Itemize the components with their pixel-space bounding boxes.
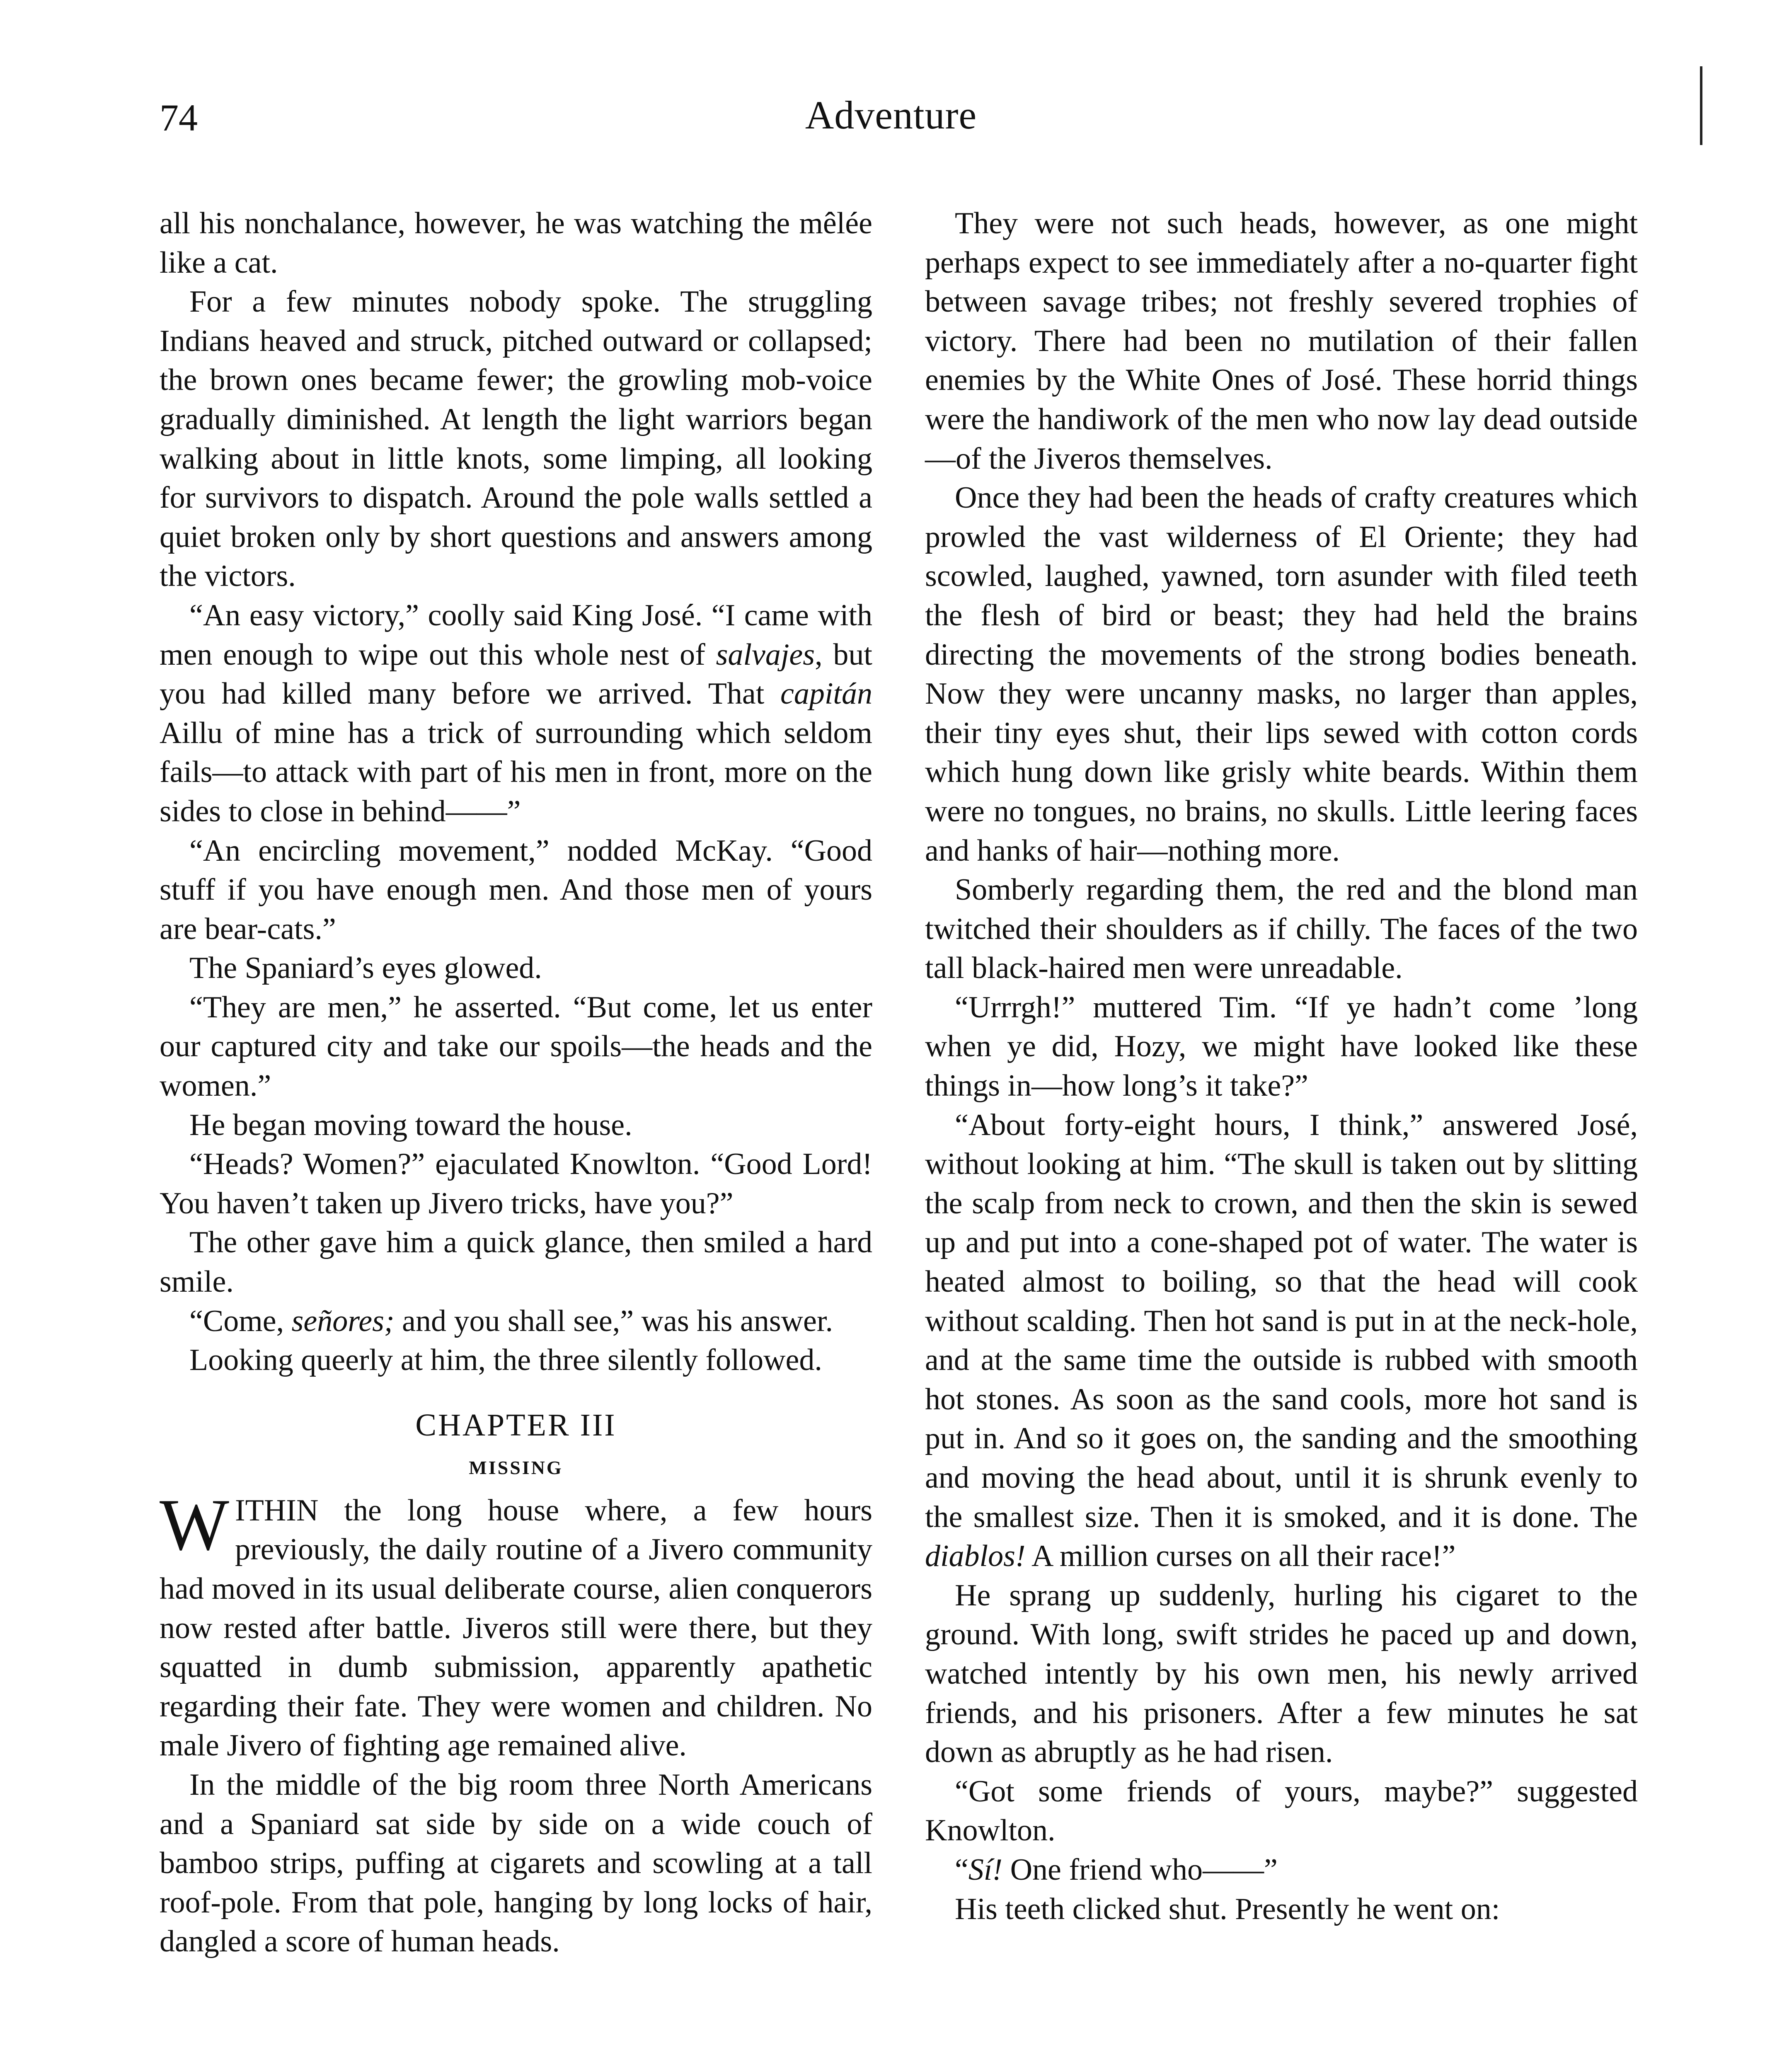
paragraph: In the middle of the big room three North Americans and a Spaniard sat side by side on a wide couch of bamboo strips, puffing at cigarets and scowling at a tall roof-pole. From that pole, hanging by long locks of hair, dangled a score of human heads.	[160, 1767, 872, 1959]
paragraph: The other gave him a quick glance, then smiled a hard smile.	[160, 1225, 872, 1299]
paragraph: Once they had been the heads of crafty creatures which prowled the vast wilderness of El Oriente; they had scowled, laughed, yawned, torn asunder with filed teeth the flesh of bird or beast; they had held the brains directing the movements of the strong bodies beneath. Now they were uncanny masks, no larger than apples, their tiny eyes shut, their lips sewed with cotton cords which hung down like grisly white beards. Within them were no tongues, no brains, no skulls. Little leering faces and hanks of hair—nothing more.	[925, 481, 1638, 868]
paragraph: “Urrrgh!” muttered Tim. “If ye hadn’t come ’long when ye did, Hozy, we might have looked like these things in—how long’s it take?”	[925, 990, 1638, 1103]
paragraph: all his nonchalance, however, he was watching the mêlée like a cat.	[160, 206, 872, 280]
text-run: “	[955, 1852, 968, 1887]
running-head: Adventure	[805, 93, 977, 137]
paragraph: Looking queerly at him, the three silently followed.	[189, 1343, 822, 1377]
drop-cap: W	[160, 1483, 230, 1566]
paragraph	[925, 1850, 1638, 1890]
italic-text: diablos!	[925, 1539, 1026, 1573]
paragraph	[160, 1483, 872, 1765]
paragraph: His teeth clicked shut. Presently he went on:	[955, 1892, 1500, 1926]
italic-text: Sí!	[968, 1852, 1003, 1887]
paragraph: “Heads? Women?” ejaculated Knowlton. “Good Lord! You haven’t taken up Jivero tricks, have you?”	[160, 1147, 872, 1220]
text-run: and you shall see,” was his answer.	[394, 1304, 833, 1338]
paragraph	[160, 596, 872, 831]
chapter-subtitle: MISSING	[469, 1457, 563, 1478]
chapter-title: CHAPTER III	[415, 1407, 617, 1443]
paragraph: “An encircling movement,” nodded McKay. “Good stuff if you have enough men. And those men of yours are bear-cats.”	[160, 833, 872, 946]
italic-text: señores;	[291, 1304, 395, 1338]
paragraph: The Spaniard’s eyes glowed.	[189, 951, 542, 985]
text-run: “An easy victory,” coolly said King José. “I came with men enough to wipe out this whole nest of	[160, 598, 872, 672]
right-column	[925, 204, 1638, 1929]
paragraph	[925, 1106, 1638, 1576]
paragraph: He sprang up suddenly, hurling his cigaret to the ground. With long, swift strides he paced up and down, watched intently by his own men, his newly arrived friends, and his prisoners. After a few minutes he sat down as abruptly as he had risen.	[925, 1578, 1638, 1769]
text-run: ITHIN the long house where, a few hours previously, the daily routine of a Jivero community had moved in its usual deliberate course, alien conquerors now rested after battle. Jiveros still were there, but they squatted in dumb submission, apparently apathetic regarding their fate. They were women and children. No male Jivero of fighting age remained alive.	[160, 1493, 872, 1763]
paragraph: They were not such heads, however, as one might perhaps expect to see immediately after a no-quarter fight between savage tribes; not freshly severed trophies of victory. There had been no mutilation of their fallen enemies by the White Ones of José. These horrid things were the handiwork of the men who now lay dead outside—of the Jiveros themselves.	[925, 206, 1638, 476]
paragraph: “They are men,” he asserted. “But come, let us enter our captured city and take our spoils—the heads and the women.”	[160, 990, 872, 1103]
text-run: Aillu of mine has a trick of surrounding which seldom fails—to attack with part of his men in front, more on the sides to close in behind——”	[160, 716, 872, 828]
text-run: One friend who——”	[1002, 1852, 1278, 1887]
page-edge-mark	[1700, 66, 1702, 145]
paragraph: Somberly regarding them, the red and the blond man twitched their shoulders as if chilly. The faces of the two tall black-haired men were unreadable.	[925, 873, 1638, 985]
text-run: “Come,	[189, 1304, 292, 1338]
paragraph	[160, 1302, 872, 1341]
paragraph: “Got some friends of yours, maybe?” suggested Knowlton.	[925, 1774, 1638, 1848]
italic-text: salvajes	[716, 637, 815, 672]
text-run: A million curses on all their race!”	[1025, 1539, 1456, 1573]
paragraph: For a few minutes nobody spoke. The struggling Indians heaved and struck, pitched outward or collapsed; the brown ones became fewer; the growling mob-voice gradually diminished. At length the light warriors began walking about in little knots, some limping, all looking for survivors to dispatch. Around the pole walls settled a quiet broken only by short questions and answers among the victors.	[160, 285, 872, 593]
text-run: “About forty-eight hours, I think,” answered José, without looking at him. “The skull is taken out by slitting the scalp from neck to crown, and then the skin is sewed up and put into a cone-shaped pot of water. The water is heated almost to boiling, so that the head will cook without scalding. Then hot sand is put in at the neck-hole, and at the same time the outside is rubbed with smooth hot stones. As soon as the sand cools, more hot sand is put in. And so it goes on, the sanding and the smoothing and moving the head about, until it is shrunk evenly to the smallest size. Then it is smoked, and it is done. The	[925, 1108, 1638, 1534]
text-run: , but you had killed many before we arrived. That	[160, 637, 872, 711]
italic-text: capitán	[780, 677, 872, 711]
left-column	[160, 204, 872, 1961]
paragraph: He began moving toward the house.	[189, 1108, 632, 1142]
page-number: 74	[160, 97, 198, 139]
